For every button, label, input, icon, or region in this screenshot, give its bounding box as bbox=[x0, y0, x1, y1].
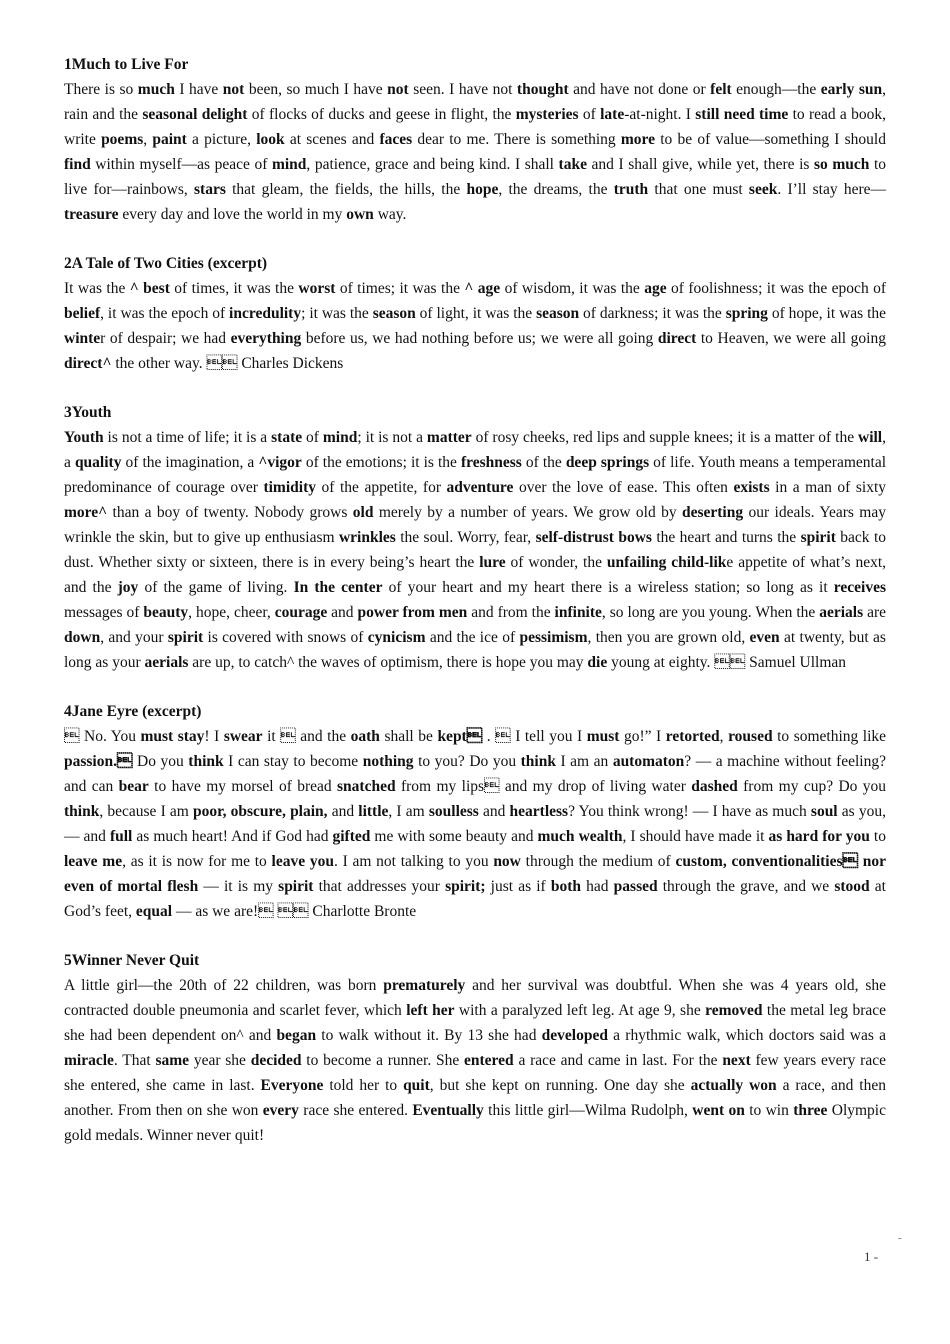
text-run: the heart and turns the bbox=[651, 529, 801, 546]
bold-term: age bbox=[644, 280, 667, 297]
section-heading: 3Youth bbox=[64, 404, 112, 421]
text-run: is covered with snows of bbox=[203, 629, 368, 646]
text-run: and have not done or bbox=[568, 81, 711, 98]
bold-term: season bbox=[372, 305, 416, 322]
text-run: , hope, cheer, bbox=[188, 604, 275, 621]
text-run: from my cup? Do you bbox=[737, 778, 887, 795]
text-run: . I am not talking to you bbox=[333, 853, 494, 870]
bold-term: miracle bbox=[64, 1052, 114, 1069]
text-run: and I shall give, while yet, there is bbox=[586, 156, 814, 173]
text-run: through the medium of bbox=[520, 853, 676, 870]
text-run: ; it was the bbox=[301, 305, 373, 322]
text-run: few years every race she entered, she came in last. bbox=[64, 1052, 886, 1094]
bold-term: oath bbox=[350, 728, 380, 745]
bold-term: heartless bbox=[509, 803, 569, 820]
bold-term: gifted bbox=[332, 828, 371, 845]
bold-term: poor, obscure, plain, bbox=[193, 803, 328, 820]
text-run: and bbox=[478, 803, 510, 820]
text-run: way. bbox=[373, 206, 407, 223]
text-run: messages of bbox=[64, 604, 144, 621]
bold-term: wrinkles bbox=[338, 529, 396, 546]
text-run: , so long are you young. When the bbox=[601, 604, 820, 621]
bold-term: courage bbox=[274, 604, 328, 621]
bold-term: automaton bbox=[612, 753, 685, 770]
bold-term: much bbox=[137, 81, 175, 98]
text-run: than a boy of twenty. Nobody grows bbox=[107, 504, 353, 521]
text-run: this little girl—Wilma Rudolph, bbox=[483, 1102, 693, 1119]
bold-term: much wealth bbox=[537, 828, 623, 845]
bold-term: paint bbox=[152, 131, 187, 148]
bold-term: matter bbox=[426, 429, 472, 446]
text-run: ? You think wrong! — I have as much bbox=[568, 803, 811, 820]
bold-term: equal bbox=[135, 903, 173, 920]
text-run: just as if bbox=[485, 878, 551, 895]
text-run: shall be bbox=[379, 728, 438, 745]
bold-term: roused bbox=[728, 728, 773, 745]
section-body bbox=[64, 276, 886, 376]
text-run: of bbox=[302, 429, 323, 446]
text-run: of your heart and my heart there is a wireless station; so long as it bbox=[382, 579, 834, 596]
text-run: of the emotions; it is the bbox=[301, 454, 461, 471]
text-run: There is so bbox=[64, 81, 138, 98]
section-body bbox=[64, 77, 886, 227]
text-run: been, so much I have bbox=[244, 81, 388, 98]
bold-term: Eventually bbox=[412, 1102, 484, 1119]
text-run: is not a time of life; it is a bbox=[103, 429, 272, 446]
bold-term: direct^ bbox=[64, 355, 112, 372]
bold-term: In the center bbox=[293, 579, 383, 596]
text-run: to win bbox=[744, 1102, 794, 1119]
bold-term: kept bbox=[437, 728, 483, 745]
text-run: .  I tell you I bbox=[482, 728, 587, 745]
text-run: from my lips and my drop of living water bbox=[395, 778, 692, 795]
bold-term: down bbox=[64, 629, 101, 646]
bold-term: leave you bbox=[271, 853, 334, 870]
text-run: Do you bbox=[132, 753, 189, 770]
bold-term: state bbox=[271, 429, 303, 446]
bold-term: every bbox=[262, 1102, 299, 1119]
section-tale-of-two-cities bbox=[64, 251, 886, 376]
bold-term: snatched bbox=[337, 778, 396, 795]
bold-term: soulless bbox=[428, 803, 479, 820]
bold-term: three bbox=[793, 1102, 828, 1119]
section-much-to-live-for bbox=[64, 52, 886, 227]
bold-term: went on bbox=[692, 1102, 745, 1119]
text-run: over the love of ease. This often bbox=[513, 479, 734, 496]
section-jane-eyre bbox=[64, 699, 886, 924]
text-run: of wonder, the bbox=[505, 554, 607, 571]
bold-term: aerials bbox=[144, 654, 189, 671]
bold-term: full bbox=[109, 828, 133, 845]
text-run: — as we are!  Charlotte Bronte bbox=[172, 903, 417, 920]
text-run: , as it is now for me to bbox=[122, 853, 272, 870]
bold-term: seek bbox=[748, 181, 778, 198]
bold-term: leave me bbox=[64, 853, 123, 870]
text-run: the other way.  Charles Dickens bbox=[111, 355, 344, 372]
text-run: dear to me. There is something bbox=[412, 131, 621, 148]
text-run: to become a runner. She bbox=[301, 1052, 465, 1069]
text-run: , a bbox=[64, 429, 886, 471]
bold-term: incredulity bbox=[229, 305, 302, 322]
bold-term: little bbox=[358, 803, 389, 820]
text-run: . I’ll stay here— bbox=[777, 181, 887, 198]
bold-term: spirit bbox=[800, 529, 836, 546]
bold-term: quality bbox=[74, 454, 122, 471]
bold-term: spirit bbox=[278, 878, 314, 895]
text-run: are up, to catch^ the waves of optimism, there is hope you may bbox=[188, 654, 588, 671]
text-run: A little girl—the 20th of 22 children, was born bbox=[64, 977, 384, 994]
text-run: , patience, grace and being kind. I shall bbox=[306, 156, 559, 173]
bold-term: freshness bbox=[460, 454, 522, 471]
text-run: at twenty, but as long as your bbox=[64, 629, 886, 671]
bold-term: treasure bbox=[64, 206, 119, 223]
bold-term: mysteries bbox=[515, 106, 579, 123]
text-run: in a man of sixty bbox=[769, 479, 887, 496]
text-run: , rain and the bbox=[64, 81, 886, 123]
bold-term: soul bbox=[810, 803, 838, 820]
bold-term: not bbox=[222, 81, 245, 98]
bold-term: spirit bbox=[167, 629, 204, 646]
bold-term: lure bbox=[479, 554, 506, 571]
bold-term: poems bbox=[101, 131, 144, 148]
text-run: of times; it was the bbox=[335, 280, 465, 297]
text-run: every day and love the world in my bbox=[118, 206, 347, 223]
bold-term: unfailing child-lik bbox=[606, 554, 727, 571]
text-run: the metal leg brace she had been dependent on^ and bbox=[64, 1002, 886, 1044]
bold-term: seasonal delight bbox=[142, 106, 248, 123]
text-run: ! I bbox=[204, 728, 224, 745]
bold-term: now bbox=[493, 853, 521, 870]
bold-term: felt bbox=[710, 81, 732, 98]
text-run: as much heart! And if God had bbox=[132, 828, 333, 845]
bold-term: began bbox=[276, 1027, 317, 1044]
text-run: — it is my bbox=[198, 878, 279, 895]
text-run: It was the bbox=[64, 280, 130, 297]
bold-term: look bbox=[256, 131, 285, 148]
bold-term: take bbox=[558, 156, 587, 173]
bold-term: worst bbox=[298, 280, 336, 297]
bold-term: mind bbox=[271, 156, 307, 173]
bold-term: spirit; bbox=[445, 878, 486, 895]
bold-term: not bbox=[387, 81, 409, 98]
bold-term: early sun bbox=[820, 81, 883, 98]
text-run: go!” I bbox=[619, 728, 666, 745]
text-run: ? — a machine without feeling? and can bbox=[64, 753, 886, 795]
bold-term: actually won bbox=[690, 1077, 777, 1094]
bold-term: timidity bbox=[263, 479, 316, 496]
text-run: young at eighty.  Samuel Ullman bbox=[607, 654, 847, 671]
text-run: and bbox=[327, 803, 359, 820]
section-heading: 5Winner Never Quit bbox=[64, 952, 200, 969]
text-run: , bbox=[719, 728, 729, 745]
bold-term: truth bbox=[613, 181, 649, 198]
text-run: to be of value—something I should bbox=[655, 131, 886, 148]
text-run: of the imagination, a bbox=[121, 454, 259, 471]
text-run: that gleam, the fields, the hills, the bbox=[225, 181, 467, 198]
bold-term: winte bbox=[64, 330, 101, 347]
bold-term: same bbox=[155, 1052, 190, 1069]
text-run: of times, it was the bbox=[169, 280, 299, 297]
bold-term: infinite bbox=[554, 604, 602, 621]
text-run: of the game of living. bbox=[138, 579, 294, 596]
text-run: Olympic gold medals. Winner never quit! bbox=[64, 1102, 886, 1144]
bold-term: stood bbox=[834, 878, 870, 895]
text-run: a rhythmic walk, which doctors said was a bbox=[607, 1027, 886, 1044]
text-run: of light, it was the bbox=[415, 305, 537, 322]
section-body bbox=[64, 724, 886, 924]
bold-term: ^ best bbox=[129, 280, 170, 297]
bold-term: deserting bbox=[681, 504, 744, 521]
bold-term: passion. bbox=[64, 753, 133, 770]
text-run: of darkness; it was the bbox=[579, 305, 726, 322]
text-run: merely by a number of years. We grow old by bbox=[373, 504, 682, 521]
section-winner-never-quit bbox=[64, 948, 886, 1148]
bold-term: old bbox=[352, 504, 374, 521]
bold-term: die bbox=[587, 654, 608, 671]
bold-term: receives bbox=[833, 579, 887, 596]
text-run: to read a book, write bbox=[64, 106, 887, 148]
text-run: , then you are grown old, bbox=[587, 629, 750, 646]
text-run: before us, we had nothing before us; we were all going bbox=[301, 330, 658, 347]
text-run: ; it is not a bbox=[357, 429, 427, 446]
bold-term: cynicism bbox=[367, 629, 426, 646]
bold-term: joy bbox=[117, 579, 139, 596]
bold-term: adventure bbox=[446, 479, 514, 496]
section-heading: 1Much to Live For bbox=[64, 56, 189, 73]
text-run: within myself—as peace of bbox=[90, 156, 272, 173]
text-run: of bbox=[578, 106, 601, 123]
bold-term: spring bbox=[725, 305, 768, 322]
text-run: to something like bbox=[772, 728, 887, 745]
bold-term: retorted bbox=[665, 728, 720, 745]
bold-term: Youth bbox=[64, 429, 104, 446]
bold-term: own bbox=[346, 206, 374, 223]
bold-term: think bbox=[520, 753, 556, 770]
bold-term: think bbox=[188, 753, 224, 770]
text-run: year she bbox=[189, 1052, 251, 1069]
bold-term: self-distrust bows bbox=[535, 529, 652, 546]
text-run: a race and came in last. For the bbox=[513, 1052, 723, 1069]
page-number: 1 - bbox=[864, 1249, 879, 1264]
bold-term: mind bbox=[322, 429, 358, 446]
document-page bbox=[64, 52, 886, 1172]
text-run: of hope, it was the bbox=[767, 305, 887, 322]
bold-term: everything bbox=[230, 330, 302, 347]
bold-term: beauty bbox=[143, 604, 189, 621]
bold-term: ^vigor bbox=[258, 454, 302, 471]
bold-term: as hard for you bbox=[768, 828, 870, 845]
bold-term: power from men bbox=[357, 604, 468, 621]
bold-term: swear bbox=[223, 728, 263, 745]
text-run: the soul. Worry, fear, bbox=[395, 529, 536, 546]
bold-term: entered bbox=[464, 1052, 514, 1069]
bold-term: prematurely bbox=[383, 977, 466, 994]
bold-term: belief bbox=[64, 305, 101, 322]
text-run: seen. I have not bbox=[408, 81, 517, 98]
text-run: and the ice of bbox=[425, 629, 520, 646]
text-run: of rosy cheeks, red lips and supple knees; it is a matter of the bbox=[471, 429, 858, 446]
text-run: to walk without it. By 13 she had bbox=[316, 1027, 542, 1044]
text-run: e appetite of what’s next, and the bbox=[64, 554, 886, 596]
text-run: at scenes and bbox=[284, 131, 380, 148]
bold-term: passed bbox=[613, 878, 658, 895]
bold-term: deep springs bbox=[565, 454, 650, 471]
text-run: and her survival was doubtful. When she was 4 years old, she contracted double pneumonia and scarlet fever, which bbox=[64, 977, 886, 1019]
bold-term: aerials bbox=[819, 604, 864, 621]
text-run: , and your bbox=[100, 629, 168, 646]
text-run: told her to bbox=[323, 1077, 404, 1094]
text-run: I can stay to become bbox=[223, 753, 363, 770]
section-youth bbox=[64, 400, 886, 675]
bold-term: next bbox=[722, 1052, 751, 1069]
text-run: through the grave, and we bbox=[657, 878, 835, 895]
text-run: , the dreams, the bbox=[498, 181, 614, 198]
text-run: of the bbox=[521, 454, 566, 471]
bold-term: removed bbox=[705, 1002, 763, 1019]
text-run: it  and the bbox=[262, 728, 351, 745]
text-run: I have bbox=[174, 81, 223, 98]
bold-term: quit bbox=[403, 1077, 430, 1094]
bold-term: still need time bbox=[695, 106, 789, 123]
section-heading: 4Jane Eyre (excerpt) bbox=[64, 703, 202, 720]
bold-term: decided bbox=[250, 1052, 302, 1069]
text-run: of the appetite, for bbox=[315, 479, 447, 496]
bold-term: both bbox=[550, 878, 582, 895]
text-run: as you, — and bbox=[64, 803, 886, 845]
section-body bbox=[64, 425, 886, 675]
bold-term: pessimism bbox=[519, 629, 588, 646]
bold-term: dashed bbox=[691, 778, 738, 795]
text-run: , I am bbox=[388, 803, 429, 820]
bold-term: faces bbox=[379, 131, 413, 148]
bold-term: bear bbox=[118, 778, 149, 795]
bold-term: hope bbox=[466, 181, 499, 198]
text-run: . That bbox=[113, 1052, 156, 1069]
bold-term: must bbox=[586, 728, 620, 745]
text-run: that addresses your bbox=[313, 878, 446, 895]
bold-term: must stay bbox=[140, 728, 205, 745]
text-run: of wisdom, it was the bbox=[500, 280, 645, 297]
bold-term: so much bbox=[813, 156, 870, 173]
text-run: and from the bbox=[467, 604, 555, 621]
text-run: , but she kept on running. One day she bbox=[429, 1077, 691, 1094]
text-run: of life. Youth means a temperamental predominance of courage over bbox=[64, 454, 887, 496]
text-run: to live for—rainbows, bbox=[64, 156, 886, 198]
text-run: , it was the epoch of bbox=[100, 305, 230, 322]
bold-term: late bbox=[600, 106, 625, 123]
text-run: , I should have made it bbox=[622, 828, 769, 845]
section-body bbox=[64, 973, 886, 1148]
bold-term: Everyone bbox=[260, 1077, 324, 1094]
text-run: -at-night. I bbox=[624, 106, 696, 123]
bold-term: more bbox=[620, 131, 656, 148]
text-run: with a paralyzed left leg. At age 9, she bbox=[454, 1002, 706, 1019]
text-run: back to dust. Whether sixty or sixteen, there is in every being’s heart the bbox=[64, 529, 887, 571]
text-run: to Heaven, we were all going bbox=[696, 330, 886, 347]
bold-term: find bbox=[64, 156, 91, 173]
text-run: of foolishness; it was the epoch of bbox=[666, 280, 887, 297]
text-run: are bbox=[863, 604, 886, 621]
text-run: had bbox=[581, 878, 614, 895]
bold-term: exists bbox=[733, 479, 770, 496]
text-run: I am an bbox=[555, 753, 613, 770]
text-run: to have my morsel of bread bbox=[148, 778, 338, 795]
bold-term: think bbox=[64, 803, 100, 820]
bold-term: stars bbox=[194, 181, 226, 198]
text-run: r of despair; we had bbox=[100, 330, 231, 347]
bold-term: more^ bbox=[64, 504, 108, 521]
text-run: of flocks of ducks and geese in flight, the bbox=[247, 106, 516, 123]
bold-term: custom, conventionalities nor even of mortal flesh bbox=[64, 853, 887, 895]
bold-term: direct bbox=[657, 330, 697, 347]
text-run: a picture, bbox=[186, 131, 257, 148]
text-run: enough—the bbox=[731, 81, 821, 98]
bold-term: will bbox=[858, 429, 883, 446]
text-run: to you? Do you bbox=[413, 753, 521, 770]
text-run: that one must bbox=[648, 181, 749, 198]
text-run: a race, and then another. From then on she won bbox=[64, 1077, 886, 1119]
text-run: and bbox=[327, 604, 358, 621]
bold-term: nothing bbox=[362, 753, 414, 770]
footer-dash: - bbox=[898, 1232, 902, 1244]
text-run: race she entered. bbox=[298, 1102, 413, 1119]
text-run: our ideals. Years may wrinkle the skin, but to give up enthusiasm bbox=[64, 504, 886, 546]
text-run: to bbox=[869, 828, 886, 845]
bold-term: ^ age bbox=[464, 280, 501, 297]
bold-term: thought bbox=[516, 81, 569, 98]
bold-term: season bbox=[536, 305, 580, 322]
text-run: at God’s feet, bbox=[64, 878, 886, 920]
text-run: , bbox=[143, 131, 153, 148]
text-run:  No. You bbox=[64, 728, 141, 745]
text-run: , because I am bbox=[99, 803, 194, 820]
bold-term: even bbox=[749, 629, 780, 646]
section-heading: 2A Tale of Two Cities (excerpt) bbox=[64, 255, 268, 272]
bold-term: left her bbox=[406, 1002, 455, 1019]
bold-term: developed bbox=[541, 1027, 608, 1044]
text-run: me with some beauty and bbox=[370, 828, 538, 845]
